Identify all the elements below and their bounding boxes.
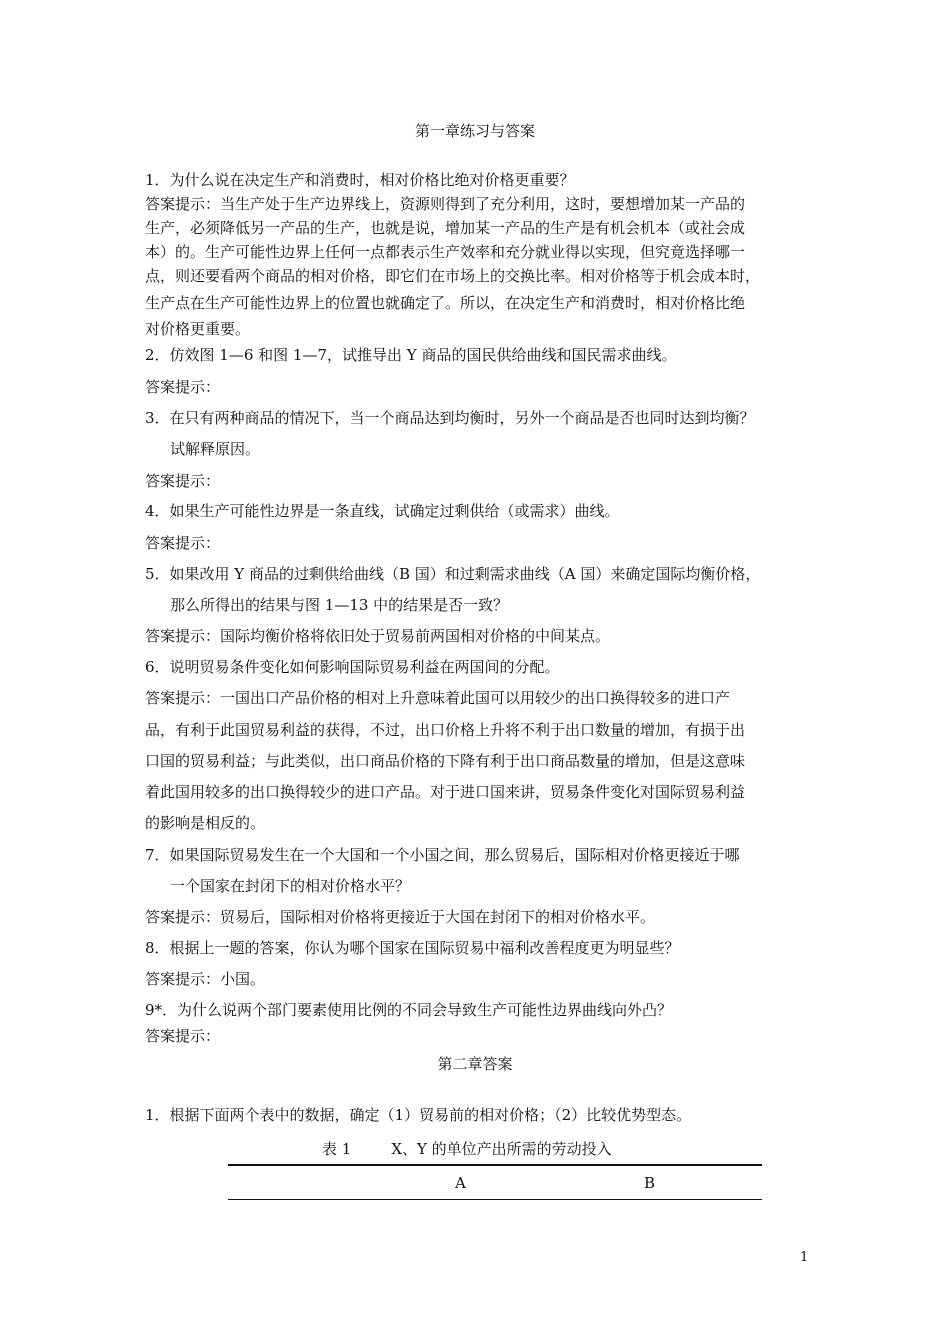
text-line: 答案提示：: [145, 472, 221, 490]
table-header-b: B: [644, 1174, 656, 1192]
table-header-a: A: [455, 1174, 466, 1192]
text-line: 的影响是相反的。: [145, 814, 266, 832]
text-line: 4．如果生产可能性边界是一条直线，试确定过剩供给（或需求）曲线。: [145, 502, 620, 520]
text-line: 1．根据下面两个表中的数据，确定（1）贸易前的相对价格；（2）比较优势型态。: [145, 1106, 692, 1124]
text-line: 答案提示：: [145, 1027, 221, 1045]
table-caption: [322, 1138, 612, 1159]
text-line: 本）的。生产可能性边界上任何一点都表示生产效率和充分就业得以实现，但究竟选择哪一: [145, 243, 746, 261]
text-line: 答案提示：贸易后，国际相对价格将更接近于大国在封闭下的相对价格水平。: [145, 908, 656, 926]
text-line: 2．仿效图 1—6 和图 1—7，试推导出 Y 商品的国民供给曲线和国民需求曲线。: [145, 346, 677, 364]
text-line: 1．为什么说在决定生产和消费时，相对价格比绝对价格更重要？: [145, 171, 575, 189]
text-line: 9*．为什么说两个部门要素使用比例的不同会导致生产可能性边界曲线向外凸？: [145, 1001, 673, 1019]
table-label: 表 1: [322, 1140, 352, 1158]
text-line: 3．在只有两种商品的情况下，当一个商品达到均衡时，另外一个商品是否也同时达到均衡？: [145, 409, 755, 427]
text-line: 一个国家在封闭下的相对价格水平？: [170, 877, 411, 895]
text-line: 品，有利于此国贸易利益的获得，不过，出口价格上升将不利于出口数量的增加，有损于出: [145, 721, 746, 739]
text-line: 8．根据上一题的答案，你认为哪个国家在国际贸易中福利改善程度更为明显些？: [145, 939, 680, 957]
text-line: 答案提示：小国。: [145, 970, 266, 988]
text-line: 点，则还要看两个商品的相对价格，即它们在市场上的交换比率。相对价格等于机会成本时，: [145, 267, 761, 285]
chapter1-title: 第一章练习与答案: [414, 122, 535, 140]
text-line: 7．如果国际贸易发生在一个大国和一个小国之间，那么贸易后，国际相对价格更接近于哪: [145, 846, 740, 864]
text-line: 6．说明贸易条件变化如何影响国际贸易利益在两国间的分配。: [145, 658, 560, 676]
text-line: 生产，必须降低另一产品的生产，也就是说，增加某一产品的生产是有机会机本（或社会成: [145, 219, 746, 237]
text-line: 答案提示：: [145, 534, 221, 552]
table-header-rule: [228, 1199, 762, 1200]
text-line: 答案提示：当生产处于生产边界线上，资源则得到了充分利用，这时，要想增加某一产品的: [145, 195, 746, 213]
text-line: 着此国用较多的出口换得较少的进口产品。对于进口国来讲，贸易条件变化对国际贸易利益: [145, 783, 746, 801]
text-line: 5．如果改用 Y 商品的过剩供给曲线（B 国）和过剩需求曲线（A 国）来确定国际均衡价格，: [145, 565, 761, 583]
text-line: 答案提示：国际均衡价格将依旧处于贸易前两国相对价格的中间某点。: [145, 627, 611, 645]
page-number: 1: [800, 1250, 809, 1265]
text-line: 答案提示：一国出口产品价格的相对上升意味着此国可以用较少的出口换得较多的进口产: [145, 689, 731, 707]
chapter2-title: 第二章答案: [437, 1055, 513, 1073]
table-caption-text: X、Y 的单位产出所需的劳动投入: [391, 1140, 612, 1158]
text-line: 对价格更重要。: [145, 320, 251, 338]
text-line: 那么所得出的结果与图 1—13 中的结果是否一致？: [170, 596, 509, 614]
text-line: 生产点在生产可能性边界上的位置也就确定了。所以，在决定生产和消费时，相对价格比绝: [145, 294, 746, 312]
table-top-rule: [228, 1164, 762, 1166]
text-line: 试解释原因。: [170, 440, 261, 458]
text-line: 口国的贸易利益；与此类似，出口商品价格的下降有利于出口商品数量的增加，但是这意味: [145, 752, 746, 770]
text-line: 答案提示：: [145, 378, 221, 396]
